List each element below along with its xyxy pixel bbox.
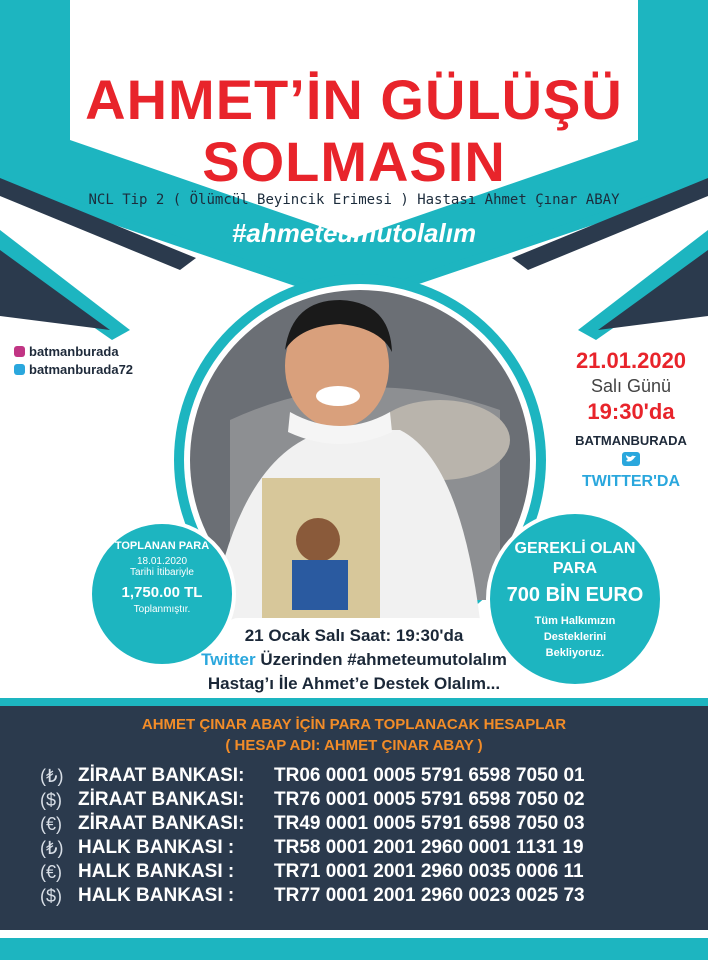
account-row [40,812,700,836]
event-text-line-2 [140,648,568,672]
accounts-subheading: ( HESAP ADI: AHMET ÇINAR ABAY ) [225,737,483,754]
instagram-icon [14,346,25,357]
event-time: 19:30'da [587,399,675,424]
account-currency: (€) [40,814,62,834]
event-twitter-word: Twitter [201,650,256,669]
account-bank: ZİRAAT BANKASI: [78,765,245,786]
required-amount: 700 BİN EURO [506,584,644,606]
account-bank: HALK BANKASI : [78,861,235,882]
collected-since: Tarihi İtibariyle [130,567,194,578]
event-text-line-2-rest: Üzerinden #ahmeteumutolalım [255,650,507,669]
account-bank: HALK BANKASI : [78,885,235,906]
accounts-list [40,764,700,908]
event-text [140,624,568,696]
account-currency: ($) [40,886,62,906]
account-row [40,764,700,788]
event-day: Salı Günü [590,376,672,396]
account-row [40,788,700,812]
account-iban: TR77 0001 2001 2960 0023 0025 73 [274,885,585,906]
account-bank: ZİRAAT BANKASI: [78,813,245,834]
twitter-handle[interactable] [14,362,133,377]
title-line-1: AHMET’İN GÜLÜŞÜ [85,68,623,131]
account-bank: ZİRAAT BANKASI: [78,789,245,810]
collected-date: 18.01.2020 [136,556,188,567]
main-hashtag: #ahmeteumutolalım [231,218,477,248]
accounts-heading: AHMET ÇINAR ABAY İÇİN PARA TOPLANACAK HESAPLAR [141,716,567,733]
twitter-label: batmanburada72 [29,362,134,377]
account-bank: HALK BANKASI : [78,837,235,858]
brand-name: BATMANBURADA [575,433,687,448]
platform-label: TWITTER'DA [581,473,680,490]
event-text-line-3: Hastag’ı İle Ahmet’e Destek Olalım... [207,674,501,693]
account-row [40,836,700,860]
account-row [40,860,700,884]
twitter-icon [14,364,25,375]
instagram-label: batmanburada [29,344,119,359]
twitter-bird-icon [622,452,640,466]
required-line-1: GEREKLİ OLAN [514,540,636,557]
account-currency: ($) [40,790,62,810]
title-line-2: SOLMASIN [202,130,506,193]
account-currency: (₺) [40,838,64,858]
account-currency: (€) [40,862,62,882]
required-note-1: Tüm Halkımızın [534,615,616,627]
account-iban: TR71 0001 2001 2960 0035 0006 11 [274,861,584,882]
account-iban: TR49 0001 0005 5791 6598 7050 03 [274,813,585,834]
required-line-2: PARA [552,560,598,577]
tagline: haydi! başarabiliriz... [180,14,528,52]
event-text-line-1: 21 Ocak Salı Saat: 19:30'da [244,626,464,645]
account-iban: TR58 0001 2001 2960 0001 1131 19 [274,837,584,858]
collected-heading: TOPLANAN PARA [114,540,210,552]
account-iban: TR06 0001 0005 5791 6598 7050 01 [274,765,585,786]
instagram-handle[interactable] [14,344,119,359]
account-row [40,884,700,908]
account-iban: TR76 0001 0005 5791 6598 7050 02 [274,789,585,810]
subtitle: NCL Tip 2 ( Ölümcül Beyincik Erimesi ) Hastası Ahmet Çınar ABAY [88,192,620,208]
required-note-3: Bekliyoruz. [545,647,605,659]
account-currency: (₺) [40,766,64,786]
event-date-block [556,348,706,491]
collected-amount: 1,750.00 TL [121,584,203,601]
bottom-stripe [0,938,708,960]
required-note-2: Desteklerini [543,631,607,643]
collected-suffix: Toplanmıştır. [133,604,191,615]
event-date: 21.01.2020 [575,348,687,373]
